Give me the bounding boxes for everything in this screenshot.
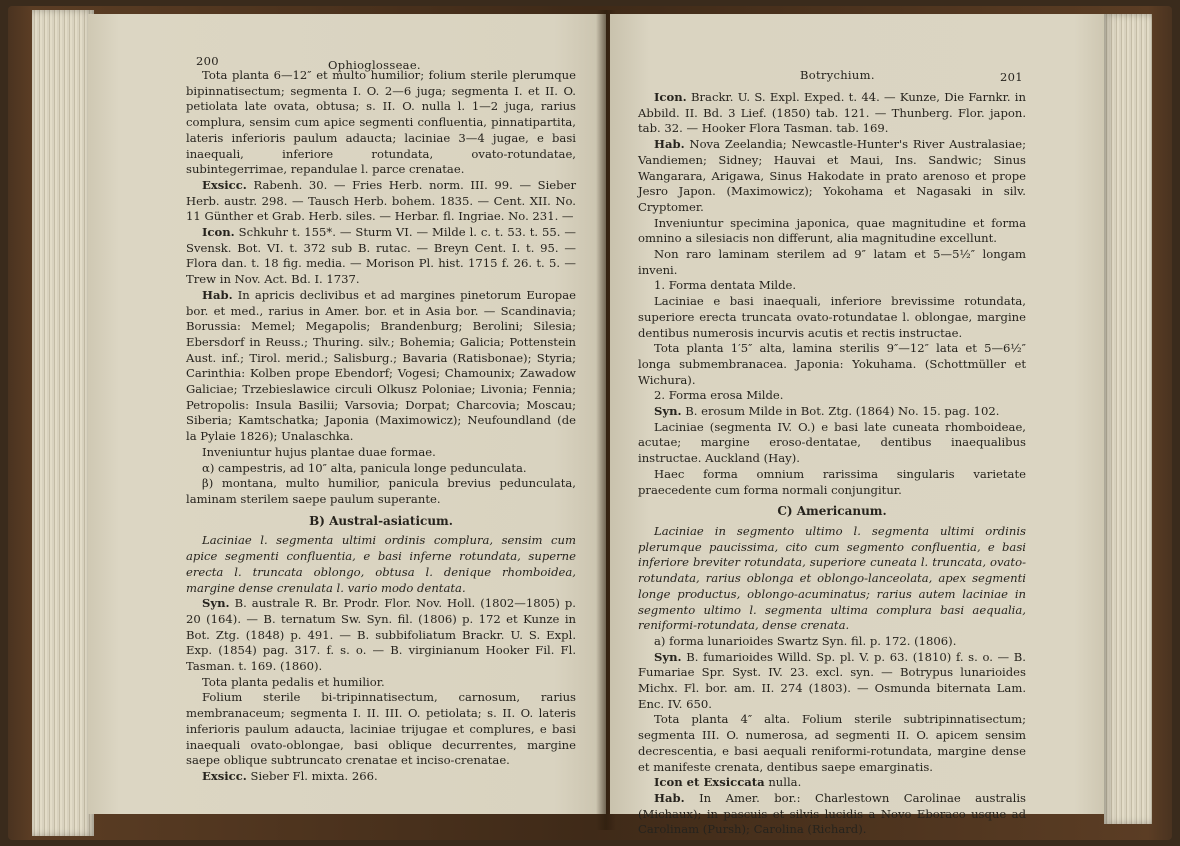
paragraph <box>638 90 1026 137</box>
paragraph: Tota planta 6—12″ et multo humilior; folium sterile plerumque bipinnatisectum; segmenta I. O. 2—6 juga; segmenta I. et II. O. petiolata late ovata, obtusa; s. II. O. nulla l. 1—2 juga, rarius complura, sensim cum apice segmenti confluentia, pinnatipartita, lateris inferioris paulum adaucta; laciniae 3—4 jugae, e basi inaequali, inferiore rotundata, ovato-rotundatae, subintegerrimae, repandulae l. parce crenatae. <box>186 68 576 177</box>
paragraph <box>186 596 576 675</box>
paragraph <box>638 650 1026 713</box>
right-page <box>610 14 1104 837</box>
paragraph: Inveniuntur hujus plantae duae formae. <box>202 444 436 459</box>
paragraph: a) forma lunarioides Swartz Syn. fil. p. 172. (1806). <box>654 633 957 648</box>
paragraph-text: Nova Zeelandia; Newcastle-Hunter's River Australasiae; Vandiemen; Sidney; Hauvai et Maui, Ins. Sandwic; Sinus Wangarara, Arigawa, Sinus Hakodate in prato arenoso et prope Jesro Japon. (Maximowicz); Yokohama et Nagasaki in silv. Cryptomer. <box>638 137 1026 214</box>
paragraph-label: Syn. <box>654 649 682 664</box>
paragraph: 1. Forma dentata Milde. <box>654 278 797 293</box>
section-heading: C) Americanum. <box>777 504 887 519</box>
paragraph: Tota planta 1′5″ alta, lamina sterilis 9″—12″ lata et 5—6½″ longa submembranacea. Japonia: Yokuhama. (Schottmüller et Wichura). <box>638 341 1026 387</box>
paragraph: Haec forma omnium rarissima singularis varietate praecedente cum forma normali conjungitur. <box>638 466 1026 497</box>
paragraph-text: Rabenh. 30. — Fries Herb. norm. III. 99. — Sieber Herb. austr. 298. — Tausch Herb. bohem. 1835. — Cent. XII. No. 11 Günther et Grab. Herb. siles. — Herbar. fl. Ingriae. No. 231. — <box>186 177 576 224</box>
paragraph: α) campestris, ad 10″ alta, panicula longe pedunculata. <box>202 460 527 475</box>
paragraph <box>186 178 576 225</box>
paragraph: Folium sterile bi-tripinnatisectum, carnosum, rarius membranaceum; segmenta I. II. III. O. petiolata; s. II. O. lateris inferioris paulum adaucta, laciniae trijugae et complures, e basi inaequali ovato-oblongae, basi oblique decurrentes, margine saepe oblique subtruncato crenatae et inciso-crenatae. <box>186 690 576 768</box>
paragraph: Laciniae e basi inaequali, inferiore brevissime rotundata, superiore erecta truncata ovato-rotundatae l. oblongae, margine dentibus numerosis incurvis acutis et rectis instructae. <box>638 294 1026 340</box>
paragraph-label: Syn. <box>202 596 230 611</box>
paragraph-text: Sieber Fl. mixta. 266. <box>246 768 378 783</box>
paragraph: 2. Forma erosa Milde. <box>654 388 784 403</box>
paragraph-text: In apricis declivibus et ad margines pinetorum Europae bor. et med., rarius in Amer. bor. et in Asia bor. — Scandinavia; Borussia: Memel; Megapolis; Brandenburg; Berolini; Silesia; Ebersdorf in Reuss.; Thuring. silv.; Bohemia; Galicia; Pottenstein Aust. inf.; Tirol. merid.; Salisburg.; Bavaria (Ratisbonae); Styria; Carinthia: Kolben prope Ebendorf; Vogesi; Chamounix; Zawadow Galiciae; Trzebieslawice circuli Olkusz Poloniae; Livonia; Fennia; Petropolis: Insula Basilii; Varsovia; Dorpat; Charcovia; Moscau; Siberia; Kamtschatka; Japonia (Maximowicz); Neufoundland (de la Pylaie 1826); Unalaschka. <box>186 287 576 444</box>
paragraph-label: Hab. <box>202 287 233 302</box>
running-head: Botrychium. <box>800 68 875 82</box>
paragraph: Inveniuntur specimina japonica, quae magnitudine et forma omnino a silesiacis non differunt, alia magnitudine excellunt. <box>638 215 1026 246</box>
paragraph <box>638 404 1026 420</box>
paragraph-text: In Amer. bor.: Charlestown Carolinae australis (Michaux); in pascuis et silvis lucidis a Novo Eboraco usque ad Carolinam (Pursh); Carolina (Richard). <box>638 790 1026 837</box>
paragraph: Tota planta 4″ alta. Folium sterile subtripinnatisectum; segmenta III. O. numerosa, ad segmenti II. O. apicem sensim decrescentia, e basi aequali reniformi-rotundata, margine dense et manifeste crenata, dentibus saepe emarginatis. <box>638 712 1026 774</box>
page-number: 200 <box>196 54 219 68</box>
paragraph-label: Syn. <box>654 404 682 419</box>
paragraph-label: Icon et Exsiccata <box>654 775 765 790</box>
left-page-body <box>186 68 576 785</box>
paragraph-label: Hab. <box>654 137 685 152</box>
page-edges-right <box>1104 14 1152 824</box>
page-number: 201 <box>1000 70 1023 84</box>
paragraph <box>638 791 1026 838</box>
paragraph-text: B. erosum Milde in Bot. Ztg. (1864) No. 15. pag. 102. <box>681 404 1000 419</box>
paragraph: Non raro laminam sterilem ad 9″ latam et 5—5½″ longam inveni. <box>638 247 1026 277</box>
paragraph-text: Schkuhr t. 155*. — Sturm VI. — Milde l. c. t. 53. t. 55. — Svensk. Bot. VI. t. 372 sub B. rutac. — Breyn Cent. I. t. 95. — Flora dan. t. 18 fig. media. — Morison Pl. hist. 1715 f. 26. t. 5. — Trew in Nov. Act. Bd. I. 1737. <box>186 225 576 287</box>
paragraph-text: nulla. <box>764 775 802 790</box>
paragraph: Tota planta pedalis et humilior. <box>202 674 385 689</box>
paragraph-label: Exsicc. <box>202 768 247 783</box>
running-head: Ophioglosseae. <box>328 58 421 72</box>
paragraph: β) montana, multo humilior, panicula brevius pedunculata, laminam sterilem saepe paulum superante. <box>186 476 576 506</box>
paragraph-label: Hab. <box>654 790 685 805</box>
paragraph: Laciniae (segmenta IV. O.) e basi late cuneata rhomboideae, acutae; margine eroso-dentatae, dentibus inaequalibus instructae. Auckland (Hay). <box>638 419 1026 466</box>
right-page-body <box>638 90 1026 838</box>
paragraph <box>186 769 576 785</box>
paragraph: Laciniae in segmento ultimo l. segmenta ultimi ordinis plerumque paucissima, cito cum segmento confluentia, e basi inferiore breviter rotundata, superiore cuneata l. truncata, ovato-rotundata, rarius oblonga et oblongo-lanceolata, apex segmenti longe productus, oblongo-acuminatus; rarius autem laciniae in segmento ultimo l. segmenta ultima complura basi aequalia, reniformi-rotundata, dense crenata. <box>638 523 1026 633</box>
paragraph <box>638 775 1026 791</box>
paragraph-label: Exsicc. <box>202 177 247 192</box>
paragraph: Laciniae l. segmenta ultimi ordinis complura, sensim cum apice segmenti confluentia, e basi inferne rotundata, superne erecta l. truncata oblongo, obtusa l. denique rhomboidea, margine dense crenulata l. vario modo dentata. <box>186 533 576 595</box>
left-page <box>88 14 606 814</box>
paragraph-label: Icon. <box>202 225 235 240</box>
paragraph <box>186 225 576 288</box>
page-edges-left <box>32 10 94 836</box>
paragraph-text: B. fumarioides Willd. Sp. pl. V. p. 63. (1810) f. s. o. — B. Fumariae Spr. Syst. IV. 23. excl. syn. — Botrypus lunarioides Michx. Fl. bor. am. II. 274 (1803). — Osmunda biternata Lam. Enc. IV. 650. <box>638 649 1026 711</box>
paragraph-text: Brackr. U. S. Expl. Exped. t. 44. — Kunze, Die Farnkr. in Abbild. II. Bd. 3 Lief. (1850) tab. 121. — Thunberg. Flor. japon. tab. 32. — Hooker Flora Tasman. tab. 169. <box>638 90 1026 136</box>
paragraph <box>638 137 1026 216</box>
paragraph-text: B. australe R. Br. Prodr. Flor. Nov. Holl. (1802—1805) p. 20 (164). — B. ternatum Sw. Syn. fil. (1806) p. 172 et Kunze in Bot. Ztg. (1848) p. 491. — B. subbifoliatum Brackr. U. S. Expl. Exp. (1854) pag. 317. f. s. o. — B. virginianum Hooker Fil. Fl. Tasman. t. 169. (1860). <box>186 596 576 674</box>
paragraph-label: Icon. <box>654 90 687 104</box>
paragraph <box>186 288 576 445</box>
section-heading: B) Austral-asiaticum. <box>309 513 453 528</box>
